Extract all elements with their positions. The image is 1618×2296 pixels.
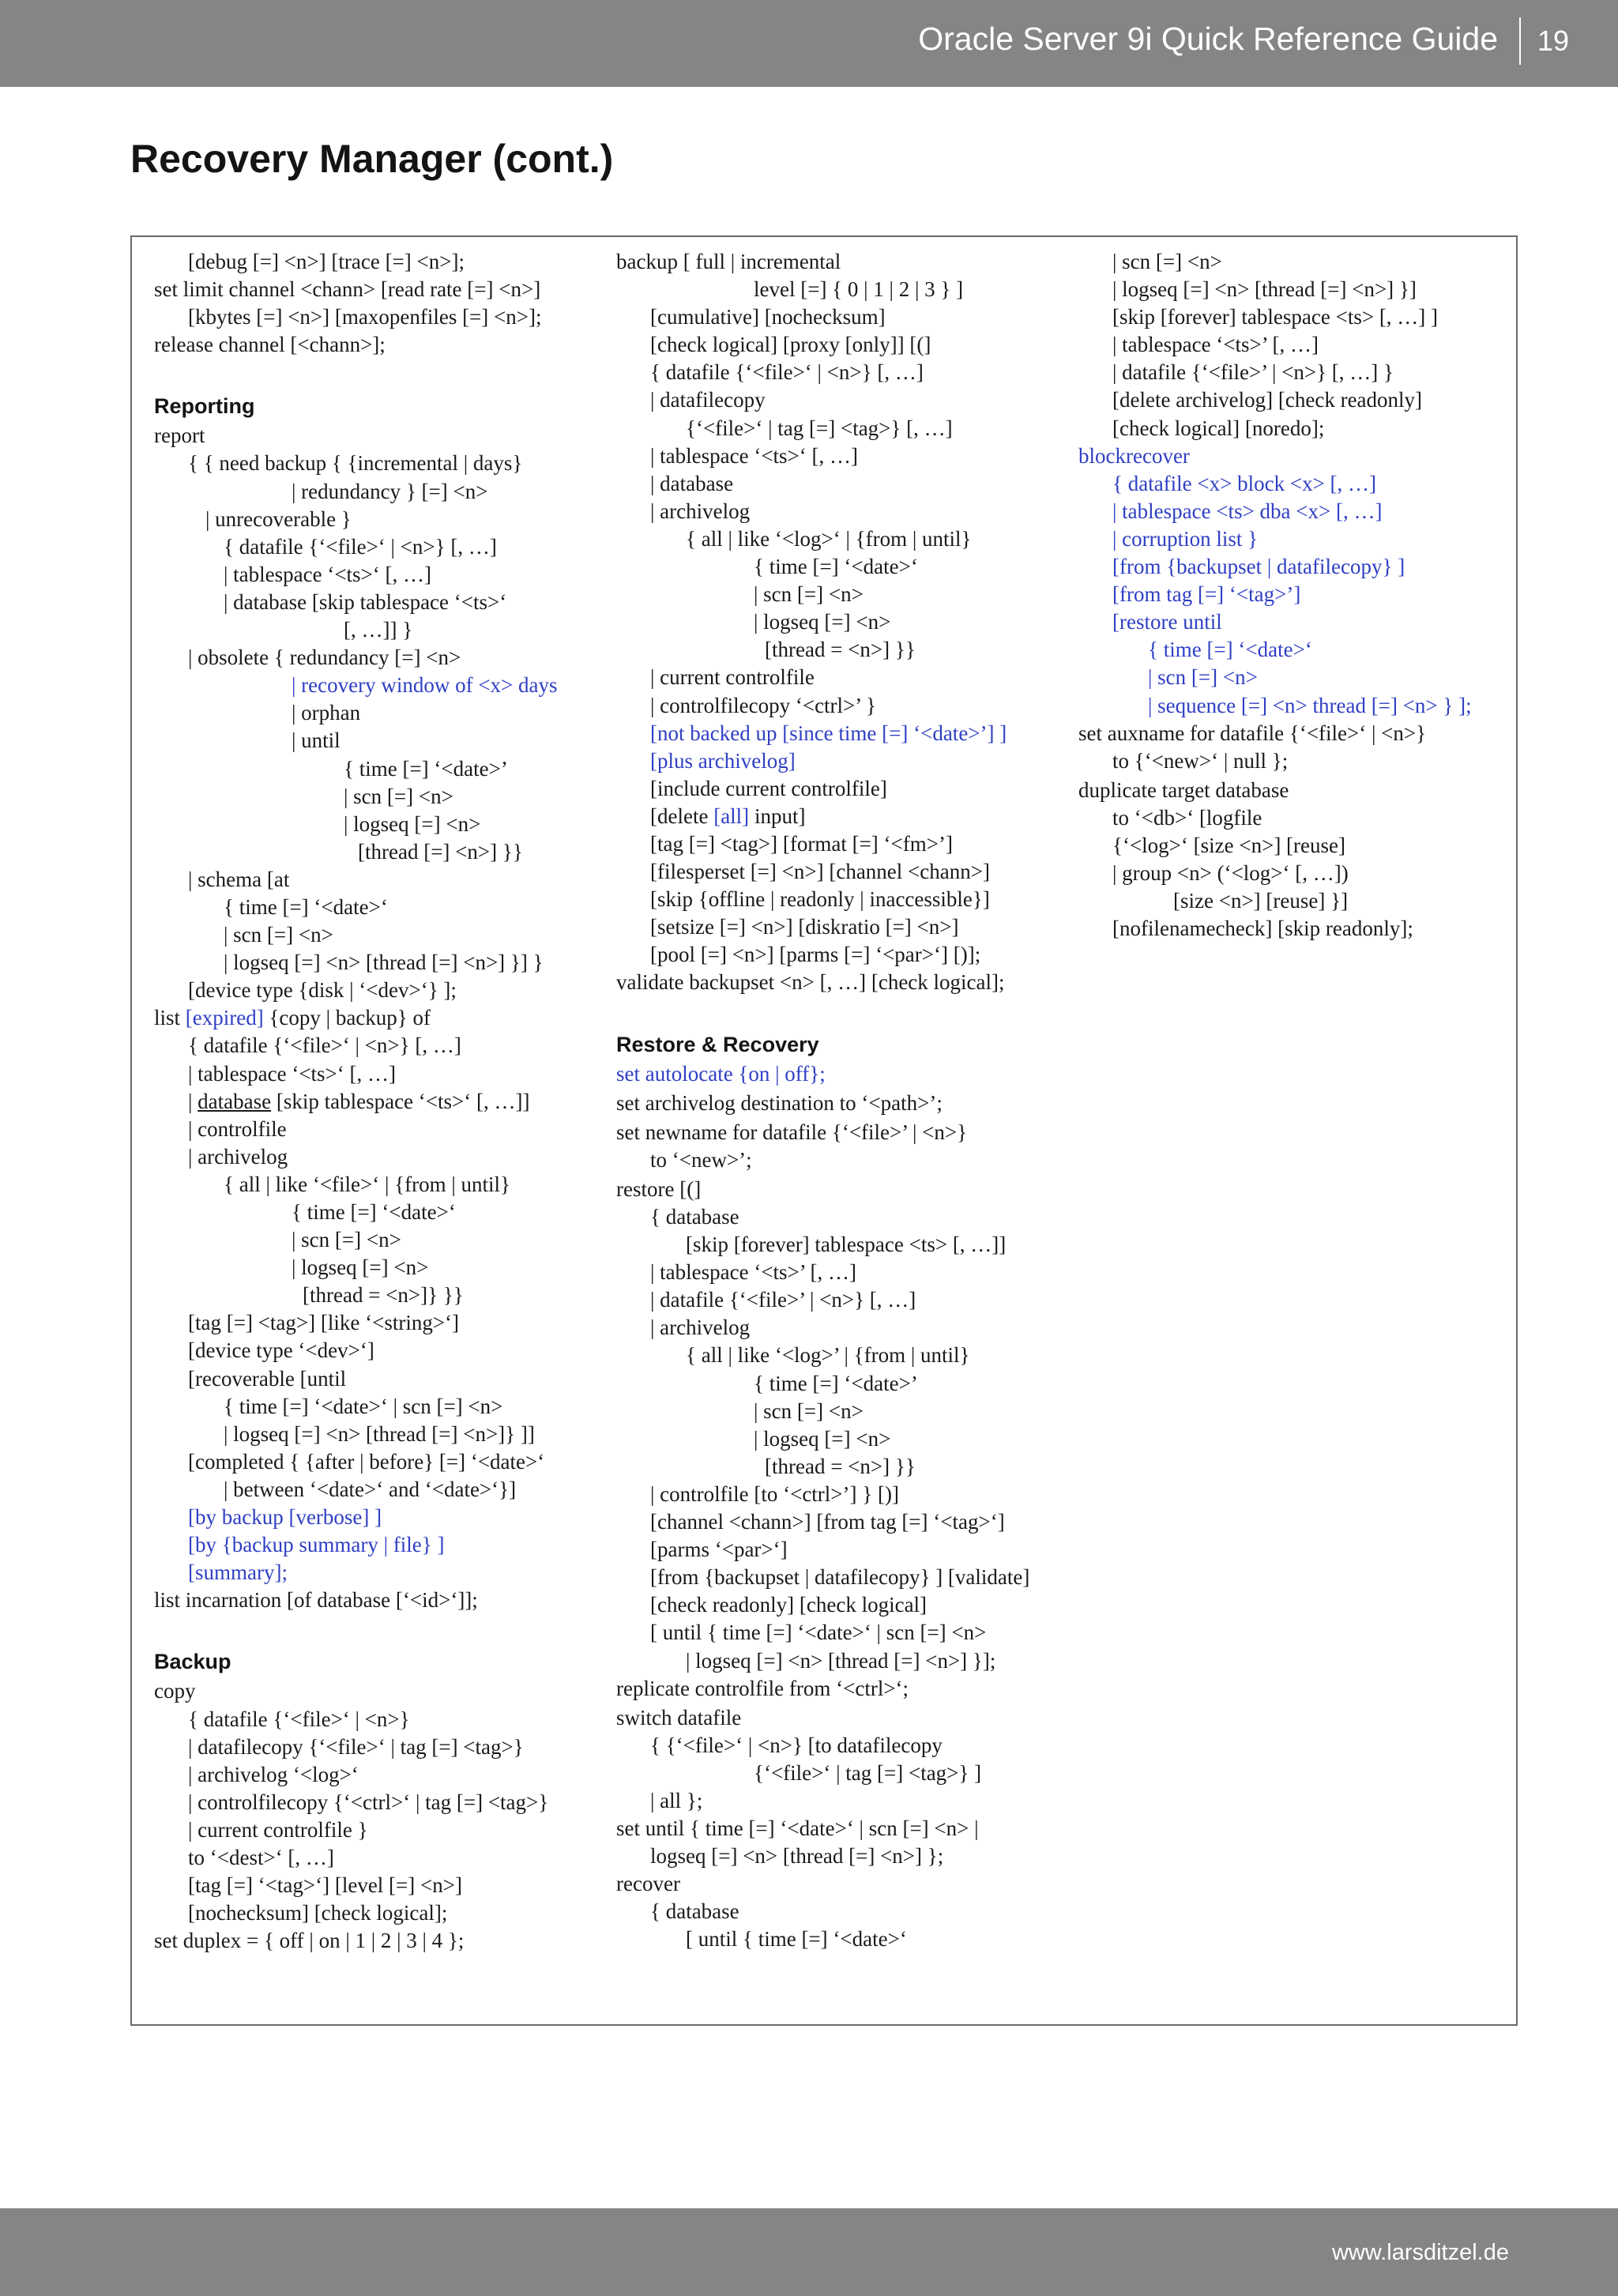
syntax-fragment: input]	[749, 804, 806, 828]
syntax-line: recover	[616, 1872, 680, 1896]
syntax-line: | tablespace ‘<ts>’ [, …]	[1112, 333, 1319, 357]
syntax-line	[616, 803, 1074, 830]
highlighted-syntax: [by {backup summary | file} ]	[188, 1533, 445, 1557]
syntax-line: | scn [=] <n>	[754, 582, 864, 607]
syntax-line: { time [=] ‘<date>‘	[292, 1200, 456, 1224]
syntax-line: set archivelog destination to ‘<path>’;	[616, 1090, 943, 1115]
syntax-line: [filesperset [=] <n>] [channel <chann>]	[650, 860, 990, 884]
section-heading: Reporting	[154, 394, 255, 419]
syntax-line	[1078, 470, 1505, 498]
syntax-line: | controlfilecopy {‘<ctrl>‘ | tag [=] <tag>}	[188, 1790, 549, 1814]
syntax-fragment: [skip tablespace ‘<ts>‘ [, …]]	[271, 1089, 530, 1113]
syntax-line	[1078, 525, 1505, 553]
syntax-line: to ‘<db>‘ [logfile	[1112, 805, 1262, 830]
highlighted-syntax: | sequence [=] <n> thread [=] <n> } ];	[1148, 693, 1472, 717]
syntax-line: to ‘<dest>‘ [, …]	[188, 1845, 334, 1869]
syntax-line: { time [=] ‘<date>‘	[224, 894, 388, 919]
syntax-line: [, …]] }	[344, 618, 413, 642]
syntax-line: | database [skip tablespace ‘<ts>‘	[224, 589, 507, 614]
syntax-line: { database	[650, 1899, 739, 1924]
section-gap	[154, 1614, 604, 1646]
syntax-line: set auxname for datafile {‘<file>‘ | <n>}	[1078, 721, 1427, 745]
syntax-line: | logseq [=] <n>	[754, 610, 891, 634]
syntax-line: to {‘<new>‘ | null };	[1112, 748, 1289, 773]
syntax-line: { time [=] ‘<date>‘	[754, 555, 918, 579]
syntax-line	[154, 1531, 604, 1559]
highlighted-syntax: [from {backupset | datafilecopy} ]	[1112, 555, 1405, 579]
syntax-line	[1078, 442, 1505, 470]
syntax-line: | scn [=] <n>	[224, 923, 333, 947]
syntax-line: [tag [=] <tag>] [like ‘<string>‘]	[188, 1311, 460, 1335]
top-header-bar	[0, 0, 1618, 87]
syntax-line	[1078, 498, 1505, 525]
syntax-line: | tablespace ‘<ts>‘ [, …]	[224, 562, 432, 586]
column-3	[1078, 248, 1505, 943]
syntax-line: [check logical] [noredo];	[1112, 416, 1325, 440]
syntax-line: duplicate target database	[1078, 777, 1289, 802]
syntax-line: | archivelog	[650, 1315, 751, 1340]
syntax-line: | archivelog	[650, 499, 751, 523]
syntax-line: restore [(]	[616, 1176, 702, 1201]
syntax-line: | all };	[650, 1788, 703, 1812]
syntax-line: [from {backupset | datafilecopy} ] [validate]	[650, 1565, 1030, 1590]
syntax-line	[616, 1060, 1074, 1088]
syntax-line: | unrecoverable }	[205, 506, 352, 531]
syntax-line: { all | like ‘<log>‘ | {from | until}	[686, 526, 972, 551]
syntax-line: | scn [=] <n>	[1112, 250, 1222, 273]
syntax-line: [check readonly] [check logical]	[650, 1593, 928, 1617]
section-heading: Restore & Recovery	[616, 1032, 819, 1056]
syntax-line: | datafile {‘<file>’ | <n>} [, …] }	[1112, 360, 1394, 385]
syntax-line: list incarnation [of database [‘<id>‘]];	[154, 1588, 478, 1613]
syntax-line	[154, 1088, 604, 1116]
syntax-line: | database	[650, 471, 734, 495]
section-gap	[616, 997, 1074, 1029]
syntax-line	[1078, 692, 1505, 720]
syntax-line: | tablespace ‘<ts>’ [, …]	[650, 1260, 857, 1285]
syntax-line: [device type ‘<dev>‘]	[188, 1338, 374, 1363]
syntax-line: { time [=] ‘<date>’	[344, 756, 508, 781]
section-heading: Backup	[154, 1650, 231, 1674]
syntax-fragment: |	[188, 1089, 198, 1113]
syntax-line: | current controlfile	[650, 665, 815, 690]
syntax-line: set duplex = { off | on | 1 | 2 | 3 | 4 };	[154, 1929, 465, 1953]
syntax-line: report	[154, 423, 205, 448]
page-title: Recovery Manager (cont.)	[130, 137, 614, 181]
syntax-line	[1078, 553, 1505, 581]
syntax-line: | redundancy } [=] <n>	[292, 479, 488, 503]
syntax-line: | logseq [=] <n>	[754, 1426, 891, 1451]
syntax-line: [include current controlfile]	[650, 776, 887, 800]
syntax-line: [check logical] [proxy [only]] [(]	[650, 333, 931, 357]
syntax-line: [setsize [=] <n>] [diskratio [=] <n>]	[650, 915, 959, 939]
highlighted-syntax: [summary];	[188, 1560, 288, 1585]
syntax-line: | logseq [=] <n>	[344, 811, 481, 836]
syntax-line: release channel [<chann>];	[154, 333, 386, 357]
syntax-line: | tablespace ‘<ts>‘ [, …]	[188, 1061, 397, 1086]
highlighted-syntax: [plus archivelog]	[650, 748, 796, 773]
syntax-line: { time [=] ‘<date>’	[754, 1371, 918, 1395]
highlighted-syntax: | scn [=] <n>	[1148, 665, 1258, 690]
syntax-line: | logseq [=] <n> [thread [=] <n>] }];	[686, 1648, 996, 1673]
syntax-line: {‘<file>‘ | tag [=] <tag>} [, …]	[686, 416, 953, 440]
syntax-line: { datafile {‘<file>‘ | <n>} [, …]	[224, 534, 497, 559]
highlighted-syntax: { time [=] ‘<date>‘	[1148, 638, 1312, 662]
syntax-line: | archivelog	[188, 1144, 288, 1169]
syntax-line: | logseq [=] <n> [thread [=] <n>] }]	[1112, 277, 1417, 302]
underlined-syntax: database	[198, 1089, 272, 1113]
syntax-line: [recoverable [until	[188, 1366, 347, 1391]
syntax-line: | datafile {‘<file>’ | <n>} [, …]	[650, 1288, 916, 1312]
syntax-line: | scn [=] <n>	[754, 1398, 864, 1423]
header-divider	[1519, 17, 1521, 65]
footer-url: www.larsditzel.de	[1331, 2240, 1509, 2265]
bottom-footer-bar	[0, 2208, 1618, 2296]
section-gap	[154, 359, 604, 390]
syntax-line: copy	[154, 1679, 196, 1703]
syntax-line: level [=] { 0 | 1 | 2 | 3 } ]	[754, 277, 964, 302]
syntax-line: | group <n> (‘<log>‘ [, …])	[1112, 861, 1349, 886]
syntax-line: { datafile {‘<file>‘ | <n>} [, …]	[650, 360, 924, 385]
syntax-line: { { need backup { {incremental | days}	[188, 451, 523, 476]
syntax-line: [parms ‘<par>‘]	[650, 1538, 788, 1562]
syntax-line: | orphan	[292, 701, 361, 725]
syntax-line: | tablespace ‘<ts>‘ [, …]	[650, 443, 859, 468]
syntax-line: { {‘<file>‘ | <n>} [to datafilecopy	[650, 1733, 943, 1757]
reference-content-box	[130, 235, 1518, 2026]
syntax-line: | current controlfile }	[188, 1817, 368, 1842]
syntax-line: | schema [at	[188, 867, 290, 891]
syntax-line	[154, 1504, 604, 1531]
syntax-line: [size <n>] [reuse] }]	[1173, 889, 1349, 913]
highlighted-syntax: | tablespace <ts> dba <x> [, …]	[1112, 499, 1383, 523]
highlighted-syntax: [restore until	[1112, 610, 1222, 634]
syntax-line	[616, 747, 1074, 775]
syntax-line: | controlfile	[188, 1116, 287, 1141]
syntax-fragment: | obsolete { redundancy [=] <n>	[188, 646, 461, 670]
syntax-line	[1078, 664, 1505, 691]
syntax-line: [thread = <n>] }}	[765, 638, 916, 662]
syntax-fragment: [delete	[650, 804, 714, 828]
guide-title: Oracle Server 9i Quick Reference Guide	[918, 21, 1498, 57]
syntax-line: { all | like ‘<file>‘ | {from | until}	[224, 1172, 510, 1196]
highlighted-syntax: [not backed up [since time [=] ‘<date>’] ]	[650, 721, 1007, 745]
syntax-line	[154, 1559, 604, 1586]
syntax-line: | archivelog ‘<log>‘	[188, 1762, 359, 1786]
syntax-line	[1078, 608, 1505, 636]
syntax-line: switch datafile	[616, 1705, 742, 1730]
syntax-line: | between ‘<date>‘ and ‘<date>‘}]	[224, 1477, 517, 1501]
syntax-fragment: list	[154, 1006, 186, 1030]
syntax-line: | controlfilecopy ‘<ctrl>’ }	[650, 693, 876, 717]
page-number: 19	[1537, 24, 1570, 57]
syntax-line: [tag [=] <tag>] [format [=] ‘<fm>’]	[650, 831, 953, 856]
highlighted-syntax: [expired]	[185, 1006, 264, 1030]
syntax-line: [ until { time [=] ‘<date>‘	[686, 1927, 907, 1952]
syntax-line: validate backupset <n> [, …] [check logical];	[616, 970, 1005, 995]
syntax-line: [skip {offline | readonly | inaccessible}]	[650, 887, 990, 912]
highlighted-syntax: [by backup [verbose] ]	[188, 1505, 382, 1530]
syntax-line: backup [ full | incremental	[616, 250, 841, 273]
syntax-line: | logseq [=] <n> [thread [=] <n>]} ]]	[224, 1421, 535, 1446]
highlighted-syntax: [all]	[713, 804, 750, 828]
syntax-line: [thread [=] <n>] }}	[358, 839, 523, 864]
syntax-line: [kbytes [=] <n>] [maxopenfiles [=] <n>];	[188, 305, 542, 329]
syntax-line: set until { time [=] ‘<date>‘ | scn [=] <n> |	[616, 1816, 979, 1841]
syntax-line: [delete archivelog] [check readonly]	[1112, 388, 1423, 412]
syntax-line: to ‘<new>’;	[650, 1147, 752, 1172]
syntax-line: [device type {disk | ‘<dev>‘} ];	[188, 978, 457, 1003]
syntax-fragment: {copy | backup} of	[263, 1006, 431, 1030]
syntax-line: | controlfile [to ‘<ctrl>’] } [)]	[650, 1481, 899, 1506]
syntax-line: [debug [=] <n>] [trace [=] <n>];	[188, 250, 465, 273]
syntax-line	[616, 720, 1074, 747]
syntax-line: logseq [=] <n> [thread [=] <n>] };	[650, 1844, 944, 1869]
syntax-line: [nochecksum] [check logical];	[188, 1901, 448, 1925]
syntax-line	[1078, 636, 1505, 664]
syntax-line: { datafile {‘<file>‘ | <n>} [, …]	[188, 1033, 461, 1058]
syntax-line: [tag [=] ‘<tag>‘] [level [=] <n>]	[188, 1873, 462, 1898]
syntax-line: | scn [=] <n>	[292, 1228, 401, 1252]
syntax-line: [skip [forever] tablespace <ts> [, …] ]	[1112, 305, 1439, 329]
syntax-line: set limit channel <chann> [read rate [=] <n>]	[154, 277, 541, 302]
syntax-line: [thread = <n>] }}	[765, 1454, 916, 1478]
syntax-line: { datafile {‘<file>‘ | <n>}	[188, 1707, 410, 1731]
syntax-line: [ until { time [=] ‘<date>‘ | scn [=] <n>	[650, 1620, 987, 1645]
syntax-line	[154, 672, 604, 699]
syntax-line: | scn [=] <n>	[344, 784, 453, 808]
syntax-line: replicate controlfile from ‘<ctrl>‘;	[616, 1676, 909, 1700]
syntax-line	[154, 644, 604, 672]
highlighted-syntax: set autolocate {on | off};	[616, 1061, 826, 1086]
syntax-line: | logseq [=] <n> [thread [=] <n>] }] }	[224, 950, 544, 975]
syntax-line: [channel <chann>] [from tag [=] ‘<tag>‘]	[650, 1510, 1005, 1534]
syntax-line: | datafilecopy	[650, 388, 766, 412]
syntax-line: | until	[292, 728, 341, 753]
syntax-line	[154, 1004, 604, 1032]
column-1	[154, 248, 604, 1955]
column-2	[616, 248, 1074, 1954]
syntax-line: [completed { {after | before} [=] ‘<date>‘	[188, 1449, 545, 1474]
syntax-line: [skip [forever] tablespace <ts> [, …]]	[686, 1233, 1007, 1257]
syntax-line: set newname for datafile {‘<file>’ | <n>}	[616, 1120, 968, 1144]
highlighted-syntax: blockrecover	[1078, 443, 1190, 468]
highlighted-syntax: | recovery window of <x> days	[292, 673, 558, 698]
syntax-line: [pool [=] <n>] [parms [=] ‘<par>‘] [)];	[650, 943, 981, 967]
syntax-line: { time [=] ‘<date>‘ | scn [=] <n>	[224, 1394, 503, 1418]
syntax-line: | datafilecopy {‘<file>‘ | tag [=] <tag>}	[188, 1734, 524, 1759]
syntax-line: { database	[650, 1205, 739, 1229]
highlighted-syntax: { datafile <x> block <x> [, …]	[1112, 471, 1377, 495]
syntax-line: { all | like ‘<log>’ | {from | until}	[686, 1343, 970, 1368]
syntax-line: | logseq [=] <n>	[292, 1255, 429, 1280]
syntax-line	[1078, 581, 1505, 608]
syntax-line: [thread = <n>]} }}	[303, 1283, 464, 1308]
syntax-line: [cumulative] [nochecksum]	[650, 305, 886, 329]
highlighted-syntax: [from tag [=] ‘<tag>’]	[1112, 582, 1301, 607]
syntax-line: [nofilenamecheck] [skip readonly];	[1112, 917, 1413, 941]
syntax-line: {‘<log>‘ [size <n>] [reuse]	[1112, 833, 1346, 857]
syntax-line: {‘<file>‘ | tag [=] <tag>} ]	[754, 1760, 982, 1785]
highlighted-syntax: | corruption list }	[1112, 526, 1259, 551]
